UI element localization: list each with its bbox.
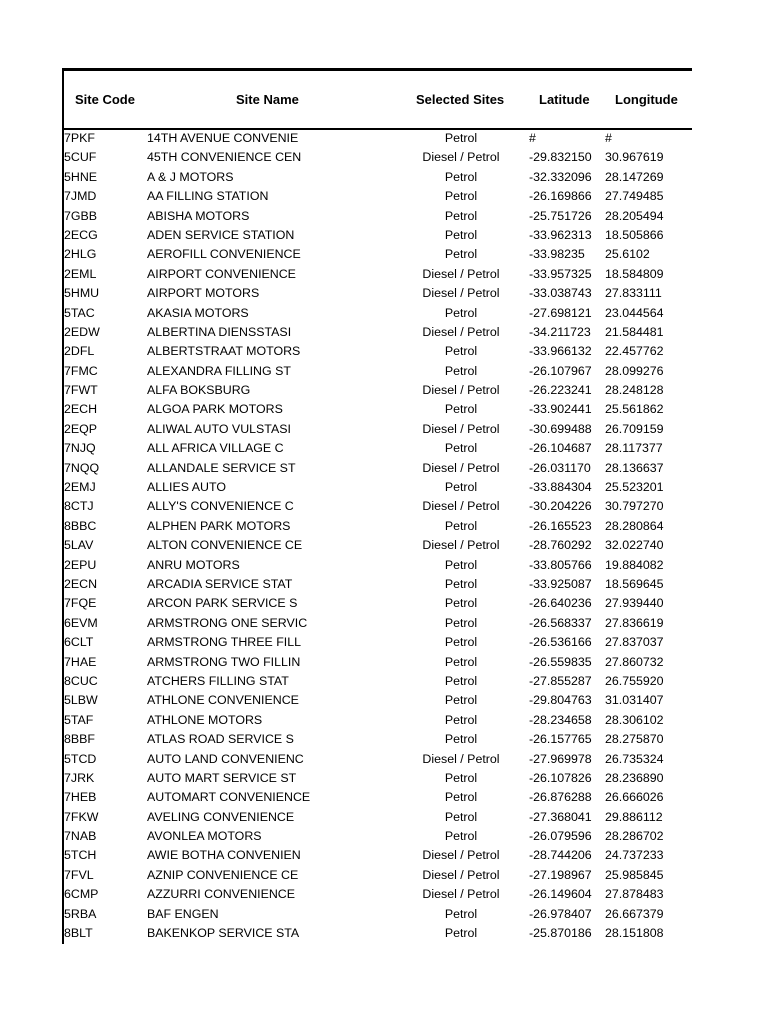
- site-name-cell: ALLIES AUTO: [147, 480, 226, 495]
- table-header: [64, 71, 692, 130]
- longitude-cell: 19.884082: [605, 557, 664, 572]
- latitude-cell: #: [529, 131, 536, 145]
- site-code-cell: 2ECN: [64, 576, 98, 591]
- site-code-cell: 8CUC: [64, 673, 98, 688]
- selected-sites-cell: Petrol: [444, 635, 478, 650]
- longitude-cell: 30.967619: [605, 150, 664, 165]
- site-code-cell: 5LBW: [64, 693, 98, 708]
- latitude-cell: -29.832150: [529, 150, 592, 165]
- table-row: [64, 460, 692, 479]
- longitude-cell: 27.836619: [605, 615, 664, 630]
- table-row: [64, 692, 692, 711]
- latitude-cell: -33.902441: [529, 402, 592, 417]
- longitude-cell: 18.569645: [605, 576, 664, 591]
- site-name-cell: AZZURRI CONVENIENCE: [147, 887, 296, 902]
- selected-sites-cell: Petrol: [444, 441, 478, 456]
- site-code-cell: 8BBF: [64, 732, 95, 747]
- longitude-cell: 27.837037: [605, 635, 664, 650]
- table-row: [64, 188, 692, 207]
- longitude-cell: 25.561862: [605, 402, 664, 417]
- table-row: [64, 634, 692, 653]
- table-row: [64, 925, 692, 944]
- table-row: [64, 867, 692, 886]
- table-row: [64, 847, 692, 866]
- table-row: [64, 227, 692, 246]
- table-row: [64, 169, 692, 188]
- longitude-cell: 26.755920: [605, 673, 664, 688]
- site-name-cell: ALFA BOKSBURG: [147, 383, 251, 398]
- latitude-cell: -25.751726: [529, 208, 592, 223]
- site-name-cell: BAKENKOP SERVICE STA: [147, 926, 300, 941]
- longitude-cell: 26.735324: [605, 751, 664, 766]
- longitude-cell: 27.939440: [605, 596, 664, 611]
- longitude-cell: 28.151808: [605, 926, 664, 941]
- site-code-cell: 7GBB: [64, 208, 98, 223]
- selected-sites-cell: Diesel / Petrol: [422, 867, 500, 882]
- site-name-cell: ALTON CONVENIENCE CE: [147, 538, 303, 553]
- selected-sites-cell: Diesel / Petrol: [422, 286, 500, 301]
- table-row: [64, 246, 692, 265]
- site-code-cell: 5RBA: [64, 906, 97, 921]
- selected-sites-cell: Petrol: [444, 673, 478, 688]
- selected-sites-cell: Petrol: [444, 693, 478, 708]
- table-row: [64, 770, 692, 789]
- longitude-cell: 28.147269: [605, 169, 664, 184]
- site-code-cell: 2ECG: [64, 227, 98, 242]
- latitude-cell: -28.744206: [529, 848, 592, 863]
- selected-sites-cell: Petrol: [444, 169, 478, 184]
- site-name-cell: ALLY'S CONVENIENCE C: [147, 499, 294, 514]
- selected-sites-cell: Petrol: [444, 557, 478, 572]
- site-code-cell: 2EDW: [64, 324, 100, 339]
- latitude-cell: -25.870186: [529, 926, 592, 941]
- selected-sites-cell: Diesel / Petrol: [422, 460, 500, 475]
- table-row: [64, 266, 692, 285]
- site-code-cell: 7FQE: [64, 596, 97, 611]
- latitude-cell: -26.978407: [529, 906, 592, 921]
- longitude-cell: 30.797270: [605, 499, 664, 514]
- selected-sites-cell: Diesel / Petrol: [422, 887, 500, 902]
- header-site-code: Site Code: [75, 92, 135, 107]
- selected-sites-cell: Petrol: [444, 402, 478, 417]
- latitude-cell: -33.962313: [529, 227, 592, 242]
- site-name-cell: AIRPORT MOTORS: [147, 286, 260, 301]
- selected-sites-cell: Petrol: [444, 247, 478, 262]
- latitude-cell: -29.804763: [529, 693, 592, 708]
- site-code-cell: 7JRK: [64, 770, 95, 785]
- latitude-cell: -26.223241: [529, 383, 592, 398]
- site-name-cell: ARCON PARK SERVICE S: [147, 596, 298, 611]
- longitude-cell: 18.505866: [605, 227, 664, 242]
- selected-sites-cell: Petrol: [444, 518, 478, 533]
- selected-sites-cell: Petrol: [444, 576, 478, 591]
- table-row: [64, 479, 692, 498]
- table-row: [64, 751, 692, 770]
- site-name-cell: 14TH AVENUE CONVENIE: [147, 131, 299, 145]
- site-code-cell: 5CUF: [64, 150, 97, 165]
- selected-sites-cell: Petrol: [444, 480, 478, 495]
- table-row: [64, 809, 692, 828]
- latitude-cell: -26.107826: [529, 770, 592, 785]
- latitude-cell: -27.969978: [529, 751, 592, 766]
- selected-sites-cell: Diesel / Petrol: [422, 421, 500, 436]
- latitude-cell: -26.165523: [529, 518, 592, 533]
- table-row: [64, 615, 692, 634]
- site-code-cell: 5TAF: [64, 712, 94, 727]
- longitude-cell: 27.878483: [605, 887, 664, 902]
- site-code-cell: 7FVL: [64, 867, 94, 882]
- site-name-cell: AKASIA MOTORS: [147, 305, 249, 320]
- longitude-cell: 28.136637: [605, 460, 664, 475]
- site-code-cell: 7HEB: [64, 790, 97, 805]
- latitude-cell: -30.204226: [529, 499, 592, 514]
- longitude-cell: 27.833111: [605, 286, 662, 301]
- longitude-cell: 25.985845: [605, 867, 664, 882]
- table-row: [64, 305, 692, 324]
- selected-sites-cell: Diesel / Petrol: [422, 324, 500, 339]
- latitude-cell: -33.98235: [529, 247, 585, 262]
- longitude-cell: 28.248128: [605, 383, 664, 398]
- site-name-cell: 45TH CONVENIENCE CEN: [147, 150, 302, 165]
- site-name-cell: AVELING CONVENIENCE: [147, 809, 295, 824]
- site-name-cell: ANRU MOTORS: [147, 557, 240, 572]
- site-name-cell: ALL AFRICA VILLAGE C: [147, 441, 284, 456]
- latitude-cell: -26.107967: [529, 363, 592, 378]
- selected-sites-cell: Petrol: [444, 809, 478, 824]
- latitude-cell: -26.640236: [529, 596, 592, 611]
- longitude-cell: 32.022740: [605, 538, 664, 553]
- site-name-cell: ALGOA PARK MOTORS: [147, 402, 283, 417]
- latitude-cell: -26.876288: [529, 790, 592, 805]
- site-name-cell: AUTO MART SERVICE ST: [147, 770, 297, 785]
- site-name-cell: AWIE BOTHA CONVENIEN: [147, 848, 301, 863]
- selected-sites-cell: Petrol: [444, 790, 478, 805]
- site-code-cell: 6EVM: [64, 615, 98, 630]
- latitude-cell: -33.038743: [529, 286, 592, 301]
- longitude-cell: 18.584809: [605, 266, 664, 281]
- latitude-cell: -26.536166: [529, 635, 592, 650]
- table-row: [64, 576, 692, 595]
- selected-sites-cell: Petrol: [444, 732, 478, 747]
- site-name-cell: AVONLEA MOTORS: [147, 829, 262, 844]
- table-row: [64, 208, 692, 227]
- site-code-cell: 8BBC: [64, 518, 97, 533]
- table-row: [64, 498, 692, 517]
- longitude-cell: 28.236890: [605, 770, 664, 785]
- site-name-cell: ALLANDALE SERVICE ST: [147, 460, 296, 475]
- table-row: [64, 712, 692, 731]
- latitude-cell: -27.198967: [529, 867, 592, 882]
- latitude-cell: -27.698121: [529, 305, 592, 320]
- site-code-cell: 7PKF: [64, 131, 95, 145]
- site-name-cell: AIRPORT CONVENIENCE: [147, 266, 296, 281]
- selected-sites-cell: Diesel / Petrol: [422, 751, 500, 766]
- latitude-cell: -26.104687: [529, 441, 592, 456]
- site-name-cell: ALIWAL AUTO VULSTASI: [147, 421, 291, 436]
- longitude-cell: 27.749485: [605, 189, 664, 204]
- latitude-cell: -26.568337: [529, 615, 592, 630]
- longitude-cell: 22.457762: [605, 344, 664, 359]
- latitude-cell: -26.149604: [529, 887, 592, 902]
- latitude-cell: -26.169866: [529, 189, 592, 204]
- latitude-cell: -26.079596: [529, 829, 592, 844]
- site-code-cell: 2EMJ: [64, 480, 96, 495]
- site-name-cell: ARMSTRONG TWO FILLIN: [147, 654, 301, 669]
- site-name-cell: ALBERTSTRAAT MOTORS: [147, 344, 301, 359]
- selected-sites-cell: Petrol: [444, 712, 478, 727]
- table-row: [64, 130, 692, 149]
- header-site-name: Site Name: [236, 92, 299, 107]
- header-selected-sites: Selected Sites: [416, 92, 505, 107]
- longitude-cell: 23.044564: [605, 305, 664, 320]
- site-code-cell: 5TCD: [64, 751, 97, 766]
- site-code-cell: 7FWT: [64, 383, 98, 398]
- selected-sites-cell: Diesel / Petrol: [422, 383, 500, 398]
- table-row: [64, 654, 692, 673]
- longitude-cell: 28.205494: [605, 208, 664, 223]
- longitude-cell: #: [605, 131, 612, 145]
- site-code-cell: 2DFL: [64, 344, 95, 359]
- selected-sites-cell: Petrol: [444, 344, 478, 359]
- selected-sites-cell: Diesel / Petrol: [422, 150, 500, 165]
- header-latitude: Latitude: [539, 92, 590, 107]
- selected-sites-cell: Petrol: [444, 596, 478, 611]
- table-row: [64, 363, 692, 382]
- longitude-cell: 31.031407: [605, 693, 664, 708]
- selected-sites-cell: Petrol: [444, 189, 478, 204]
- site-code-cell: 5LAV: [64, 538, 94, 553]
- site-name-cell: ABISHA MOTORS: [147, 208, 250, 223]
- longitude-cell: 28.275870: [605, 732, 664, 747]
- site-name-cell: A & J MOTORS: [147, 169, 234, 184]
- latitude-cell: -26.157765: [529, 732, 592, 747]
- table-row: [64, 343, 692, 362]
- site-name-cell: ATHLONE CONVENIENCE: [147, 693, 299, 708]
- longitude-cell: 28.306102: [605, 712, 664, 727]
- site-name-cell: AUTOMART CONVENIENCE: [147, 790, 311, 805]
- longitude-cell: 26.709159: [605, 421, 664, 436]
- longitude-cell: 29.886112: [605, 809, 663, 824]
- selected-sites-cell: Petrol: [444, 615, 478, 630]
- site-name-cell: BAF ENGEN: [147, 906, 219, 921]
- latitude-cell: -27.855287: [529, 673, 592, 688]
- header-longitude: Longitude: [615, 92, 678, 107]
- site-code-cell: 2EML: [64, 266, 97, 281]
- site-code-cell: 7JMD: [64, 189, 97, 204]
- latitude-cell: -33.925087: [529, 576, 592, 591]
- table-row: [64, 886, 692, 905]
- selected-sites-cell: Petrol: [444, 770, 478, 785]
- longitude-cell: 28.280864: [605, 518, 664, 533]
- selected-sites-cell: Petrol: [444, 227, 478, 242]
- table-row: [64, 382, 692, 401]
- selected-sites-cell: Petrol: [444, 208, 478, 223]
- longitude-cell: 24.737233: [605, 848, 664, 863]
- site-name-cell: AA FILLING STATION: [147, 189, 269, 204]
- site-code-cell: 2ECH: [64, 402, 98, 417]
- site-name-cell: ARMSTRONG THREE FILL: [147, 635, 301, 650]
- selected-sites-cell: Petrol: [444, 654, 478, 669]
- latitude-cell: -30.699488: [529, 421, 592, 436]
- site-name-cell: AZNIP CONVENIENCE CE: [147, 867, 299, 882]
- latitude-cell: -33.957325: [529, 266, 592, 281]
- table-row: [64, 401, 692, 420]
- table-row: [64, 595, 692, 614]
- site-name-cell: ARMSTRONG ONE SERVIC: [147, 615, 308, 630]
- selected-sites-cell: Petrol: [444, 829, 478, 844]
- longitude-cell: 21.584481: [605, 324, 664, 339]
- site-code-cell: 8BLT: [64, 926, 93, 941]
- selected-sites-cell: Diesel / Petrol: [422, 848, 500, 863]
- site-code-cell: 2EQP: [64, 421, 98, 436]
- selected-sites-cell: Diesel / Petrol: [422, 499, 500, 514]
- site-code-cell: 7FMC: [64, 363, 98, 378]
- site-name-cell: ALEXANDRA FILLING ST: [147, 363, 291, 378]
- table-row: [64, 906, 692, 925]
- site-code-cell: 5TCH: [64, 848, 97, 863]
- selected-sites-cell: Petrol: [444, 363, 478, 378]
- site-code-cell: 2EPU: [64, 557, 97, 572]
- latitude-cell: -33.805766: [529, 557, 592, 572]
- site-name-cell: ADEN SERVICE STATION: [147, 227, 295, 242]
- site-code-cell: 7NAB: [64, 829, 97, 844]
- site-code-cell: 6CMP: [64, 887, 99, 902]
- table-row: [64, 789, 692, 808]
- selected-sites-cell: Petrol: [444, 131, 478, 145]
- longitude-cell: 28.286702: [605, 829, 664, 844]
- site-code-cell: 7HAE: [64, 654, 97, 669]
- latitude-cell: -28.234658: [529, 712, 592, 727]
- table-row: [64, 518, 692, 537]
- longitude-cell: 28.117377: [605, 441, 663, 456]
- longitude-cell: 25.6102: [605, 247, 650, 262]
- table-row: [64, 421, 692, 440]
- site-name-cell: ATHLONE MOTORS: [147, 712, 263, 727]
- site-name-cell: ALPHEN PARK MOTORS: [147, 518, 291, 533]
- table-row: [64, 557, 692, 576]
- latitude-cell: -27.368041: [529, 809, 592, 824]
- site-code-cell: 8CTJ: [64, 499, 94, 514]
- table-row: [64, 324, 692, 343]
- site-code-cell: 5HNE: [64, 169, 98, 184]
- site-name-cell: ARCADIA SERVICE STAT: [147, 576, 293, 591]
- site-code-cell: 7NJQ: [64, 441, 96, 456]
- site-name-cell: AUTO LAND CONVENIENC: [147, 751, 304, 766]
- site-code-cell: 5HMU: [64, 286, 100, 301]
- latitude-cell: -34.211723: [529, 324, 591, 339]
- table-row: [64, 731, 692, 750]
- site-code-cell: 6CLT: [64, 635, 94, 650]
- selected-sites-cell: Petrol: [444, 906, 478, 921]
- longitude-cell: 27.860732: [605, 654, 664, 669]
- site-code-cell: 2HLG: [64, 247, 97, 262]
- site-name-cell: ATLAS ROAD SERVICE S: [147, 732, 294, 747]
- table-row: [64, 285, 692, 304]
- table-row: [64, 440, 692, 459]
- latitude-cell: -28.760292: [529, 538, 592, 553]
- longitude-cell: 25.523201: [605, 480, 664, 495]
- selected-sites-cell: Petrol: [444, 305, 478, 320]
- longitude-cell: 28.099276: [605, 363, 664, 378]
- site-code-cell: 7FKW: [64, 809, 99, 824]
- latitude-cell: -26.031170: [529, 460, 591, 475]
- selected-sites-cell: Petrol: [444, 926, 478, 941]
- site-table: [62, 68, 692, 944]
- table-row: [64, 537, 692, 556]
- site-name-cell: AEROFILL CONVENIENCE: [147, 247, 301, 262]
- selected-sites-cell: Diesel / Petrol: [422, 538, 500, 553]
- table-row: [64, 673, 692, 692]
- site-code-cell: 5TAC: [64, 305, 95, 320]
- latitude-cell: -32.332096: [529, 169, 592, 184]
- site-name-cell: ATCHERS FILLING STAT: [147, 673, 289, 688]
- table-row: [64, 828, 692, 847]
- table-body: [64, 130, 692, 944]
- latitude-cell: -33.966132: [529, 344, 592, 359]
- longitude-cell: 26.667379: [605, 906, 664, 921]
- site-name-cell: ALBERTINA DIENSSTASI: [147, 324, 292, 339]
- table-row: [64, 149, 692, 168]
- selected-sites-cell: Diesel / Petrol: [422, 266, 500, 281]
- latitude-cell: -33.884304: [529, 480, 592, 495]
- latitude-cell: -26.559835: [529, 654, 592, 669]
- longitude-cell: 26.666026: [605, 790, 664, 805]
- site-code-cell: 7NQQ: [64, 460, 100, 475]
